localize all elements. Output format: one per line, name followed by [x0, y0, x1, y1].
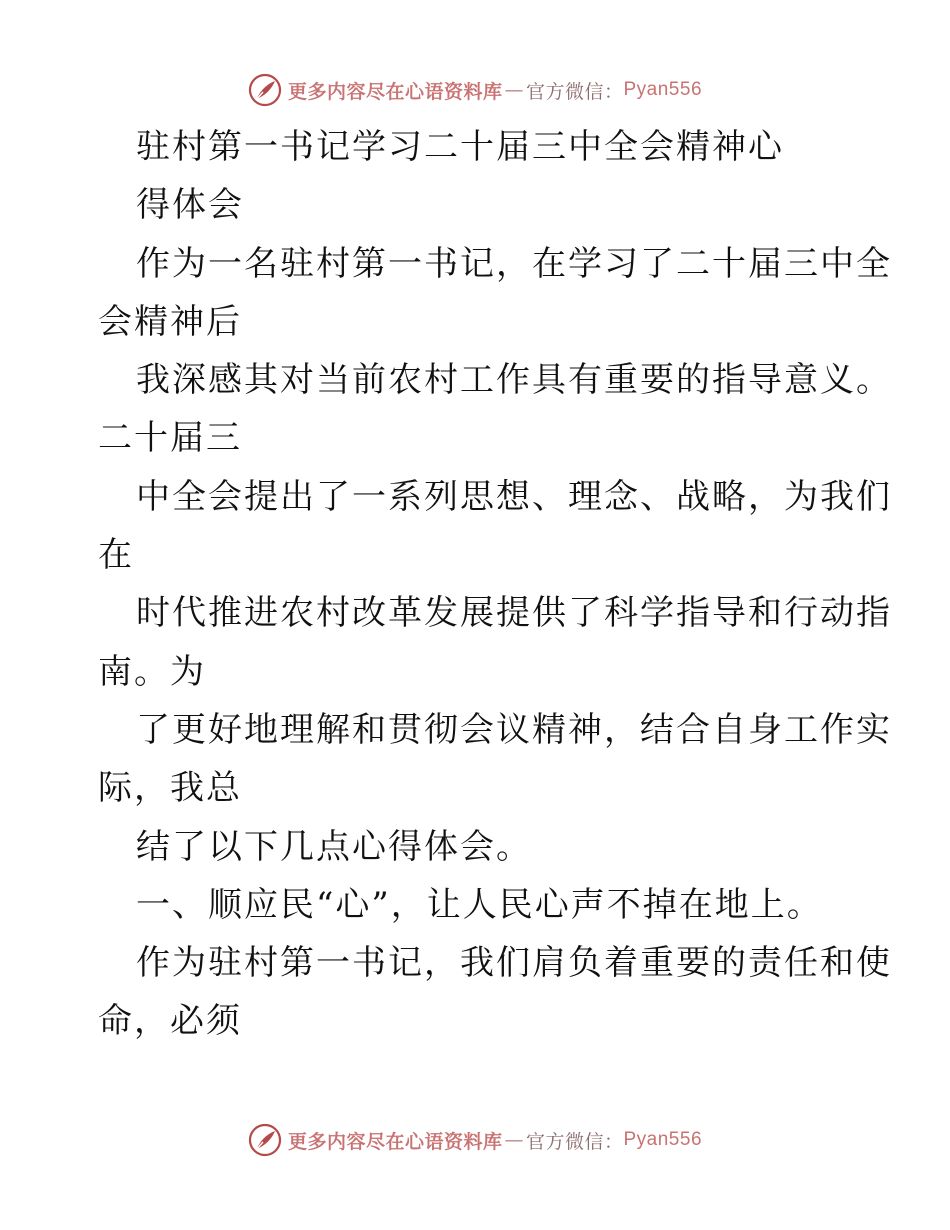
section-heading: 一、顺应民“心”，让人民心声不掉在地上。	[136, 884, 823, 925]
text-line: 结了以下几点心得体会。	[136, 826, 532, 867]
watermark-dash: —	[504, 1129, 524, 1151]
watermark-site-text: 更多内容尽在心语资料库	[287, 80, 503, 103]
text-line: 命，必须	[98, 1001, 242, 1042]
text-line: 会精神后	[98, 301, 242, 342]
text-line: 二十届三	[98, 418, 242, 459]
watermark-wechat-label: 官方微信：	[525, 80, 624, 103]
text-line: 了更好地理解和贯彻会议精神，结合自身工作实	[136, 709, 892, 750]
text-line: 作为一名驻村第一书记，在学习了二十届三中全	[136, 243, 892, 284]
feather-pen-logo-icon	[248, 1123, 282, 1157]
text-line: 时代推进农村改革发展提供了科学指导和行动指	[136, 593, 892, 634]
footer-watermark	[0, 1120, 950, 1160]
watermark-wechat-id: Pyan556	[623, 1129, 703, 1150]
text-line: 驻村第一书记学习二十届三中全会精神心	[136, 127, 784, 167]
text-line: 我深感其对当前农村工作具有重要的指导意义。	[136, 360, 892, 401]
document-body	[98, 118, 892, 1051]
text-line: 作为驻村第一书记，我们肩负着重要的责任和使	[136, 943, 892, 984]
watermark-site-text: 更多内容尽在心语资料库	[287, 1130, 503, 1153]
text-line: 南。为	[98, 651, 206, 692]
watermark-dash: —	[504, 79, 524, 101]
feather-pen-logo-icon	[248, 73, 282, 107]
text-line: 中全会提出了一系列思想、理念、战略，为我们	[136, 476, 892, 517]
watermark-wechat-label: 官方微信：	[525, 1130, 624, 1153]
text-line: 在	[98, 535, 134, 576]
text-line: 际，我总	[98, 768, 242, 809]
watermark-wechat-id: Pyan556	[623, 79, 703, 100]
header-watermark	[0, 70, 950, 110]
text-line: 得体会	[136, 185, 244, 226]
